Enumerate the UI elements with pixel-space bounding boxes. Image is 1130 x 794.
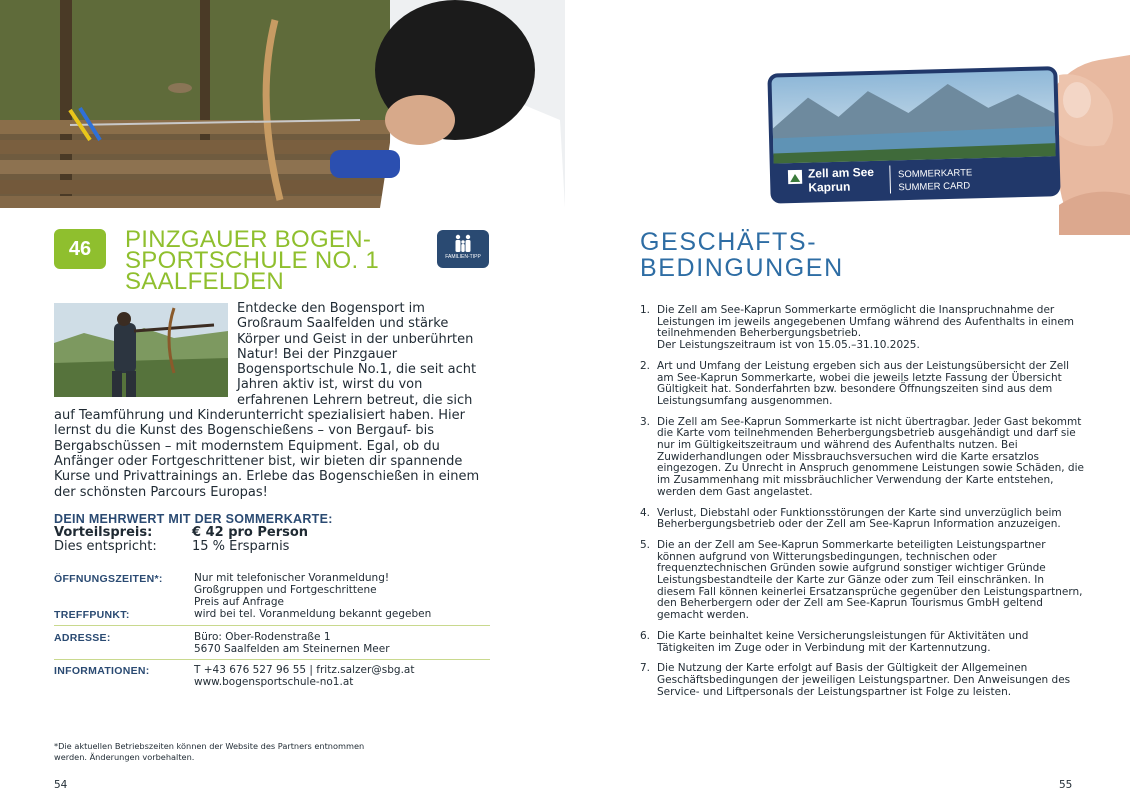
intro-text: Entdecke den Bogensport im Großraum Saalfelden und stärke Körper und Geist in der unberührten Natur! Bei der Pinzgauer Bogensportschule No.1, die seit acht Jahren aktiv ist, wirst du von erfahrenen Lehrern betreut, die sich auf Teamführung und Kinderunterricht spezialisiert haben. Hier lernst du die Kunst des Bogenschießens – von Bergauf- bis Bergabschüssen – mit modernstem Equipment. Egal, ob du Anfänger oder Fortgeschrittener bist, wir bieten dir spannende Kurse und Privattrainings an. Erlebe das Bogenschießen in einem der schönsten Parcours Europas! — [54, 301, 480, 500]
benefit-heading: DEIN MEHRWERT MIT DER SOMMERKARTE: — [54, 512, 333, 526]
contact-website-link[interactable]: www.bogensportschule-no1.at — [194, 676, 354, 688]
hours-label: ÖFFNUNGSZEITEN*: — [54, 573, 163, 585]
terms-item — [640, 631, 1085, 654]
intro-paragraph — [54, 301, 490, 500]
terms-item-number: 3. — [640, 415, 651, 428]
terms-title — [640, 229, 1060, 281]
family-tip-badge — [437, 230, 489, 268]
savings-label: Dies entspricht: — [54, 539, 157, 554]
card-label-line-1: SOMMERKARTE — [897, 167, 973, 181]
divider-2 — [54, 659, 490, 660]
divider-1 — [54, 625, 490, 626]
hours-line-1: Nur mit telefonischer Voranmeldung! — [194, 572, 390, 584]
terms-item-number: 6. — [640, 629, 651, 642]
terms-item-subtext: Der Leistungszeitraum ist von 15.05.–31.10.2025. — [657, 339, 920, 352]
terms-item-number: 2. — [640, 359, 651, 372]
savings-value: 15 % Ersparnis — [192, 539, 290, 554]
hero-photo-archery-boy — [0, 0, 565, 208]
entry-number-badge: 46 — [54, 229, 106, 269]
hours-line-2: Großgruppen und Fortgeschrittene — [194, 584, 377, 596]
terms-item — [640, 305, 1085, 352]
terms-item — [640, 508, 1085, 531]
terms-item — [640, 417, 1085, 499]
terms-title-line-2: BEDINGUNGEN — [640, 254, 844, 282]
terms-title-line-1: GESCHÄFTS- — [640, 228, 818, 256]
terms-item-number: 7. — [640, 662, 651, 675]
meeting-label: TREFFPUNKT: — [54, 609, 130, 621]
family-icon — [453, 234, 473, 254]
terms-item-text: Die Zell am See-Kaprun Sommerkarte ist nicht übertragbar. Jeder Gast bekommt die Karte vom teilnehmenden Beherbergungsbetrieb ausgehändigt und darf sie nur im Gültigkeitszeitraum und während des Aufenthalts nutzen. Bei Zuwiderhandlungen oder Missbrauchsversuchen wird die Karte ersatzlos eingezogen. Zu Unrecht in Anspruch genommene Leistungen sowie Schäden, die im Zusammenhang mit missbräuchlicher Verwendung der Karte entstehen, werden dem Gast angelastet. — [657, 415, 1084, 498]
page-number-right: 55 — [1059, 779, 1073, 791]
address-line-1: Büro: Ober-Rodenstraße 1 — [194, 631, 331, 643]
terms-item-text: Die Karte beinhaltet keine Versicherungsleistungen für Aktivitäten und Tätigkeiten im Zuge oder in Verbindung mit der Kartennutzung. — [657, 629, 1029, 654]
terms-item-text: Die an der Zell am See-Kaprun Sommerkarte beteiligten Leistungspartner können aufgrund von Witterungsbedingungen, technischen oder frequenztechnischen Gründen sowie aufgrund sonstiger wichtiger Gründe Leistungsbestandteile der Karte zur Gänze oder zum Teil einschränken. In diesem Fall können keinerlei Ersatzansprüche gegenüber den Leistungspartnern, den Beherbergern oder der Zell am See-Kaprun Tourismus GmbH geltend gemacht werden. — [657, 538, 1083, 622]
summer-card-illustration — [759, 55, 1130, 235]
card-brand-line-1: Zell am See — [807, 164, 875, 181]
terms-item — [640, 361, 1085, 408]
contact-phone-email[interactable]: T +43 676 527 96 55 | fritz.salzer@sbg.at — [194, 664, 415, 676]
terms-item-number: 5. — [640, 538, 651, 551]
terms-item-number: 1. — [640, 304, 651, 316]
terms-list — [640, 305, 1085, 707]
right-page — [565, 0, 1130, 794]
card-brand-line-2: Kaprun — [808, 179, 851, 195]
summer-card-photo — [759, 55, 1130, 235]
page-number-left: 54 — [54, 779, 68, 791]
terms-item-text: Art und Umfang der Leistung ergeben sich aus der Leistungsübersicht der Zell am See-Kaprun Sommerkarte, wobei die jeweils letzte Fassung der Übersicht Gültigkeit hat. Sonderfahrten bzw. besondere Öffnungszeiten sind aus dem Leistungsumfang ausgenommen. — [657, 359, 1070, 407]
terms-item-text: Die Nutzung der Karte erfolgt auf Basis der Gültigkeit der Allgemeinen Geschäftsbedingungen der jeweiligen Leistungspartner. Den Anweisungen des Service- und Liftpersonals der Leistungspartner ist Folge zu leisten. — [657, 662, 1071, 698]
address-line-2: 5670 Saalfelden am Steinernen Meer — [194, 643, 390, 655]
price-value: € 42 pro Person — [192, 525, 309, 540]
footnote: *Die aktuellen Betriebszeiten können der Website des Partners entnommen werden. Änderungen vorbehalten. — [54, 741, 365, 762]
terms-item — [640, 663, 1085, 698]
price-label: Vorteilspreis: — [54, 525, 153, 540]
hero-illustration — [0, 0, 565, 208]
terms-item-text: Verlust, Diebstahl oder Funktionsstörungen der Karte sind unverzüglich beim Beherbergungsbetrieb oder der Zell am See-Kaprun Information anzuzeigen. — [657, 506, 1062, 531]
meeting-value: wird bei tel. Voranmeldung bekannt gegeben — [194, 608, 432, 620]
hours-line-3: Preis auf Anfrage — [194, 596, 284, 608]
contact-label: INFORMATIONEN: — [54, 665, 150, 677]
terms-item-number: 4. — [640, 506, 651, 519]
entry-title: PINZGAUER BOGEN-SPORTSCHULE NO. 1 SAALFELDEN — [125, 226, 380, 295]
address-label: ADRESSE: — [54, 632, 111, 644]
card-label-line-2: SUMMER CARD — [898, 180, 971, 194]
terms-item-text: Die Zell am See-Kaprun Sommerkarte ermöglicht die Inanspruchnahme der Leistungen im jeweils angegebenen Umfang während des Aufenthalts in einem teilnehmenden Beherbergungsbetrieb. — [657, 304, 1075, 340]
terms-item — [640, 540, 1085, 622]
family-tip-label: FAMILIEN-TIPP — [445, 254, 481, 260]
